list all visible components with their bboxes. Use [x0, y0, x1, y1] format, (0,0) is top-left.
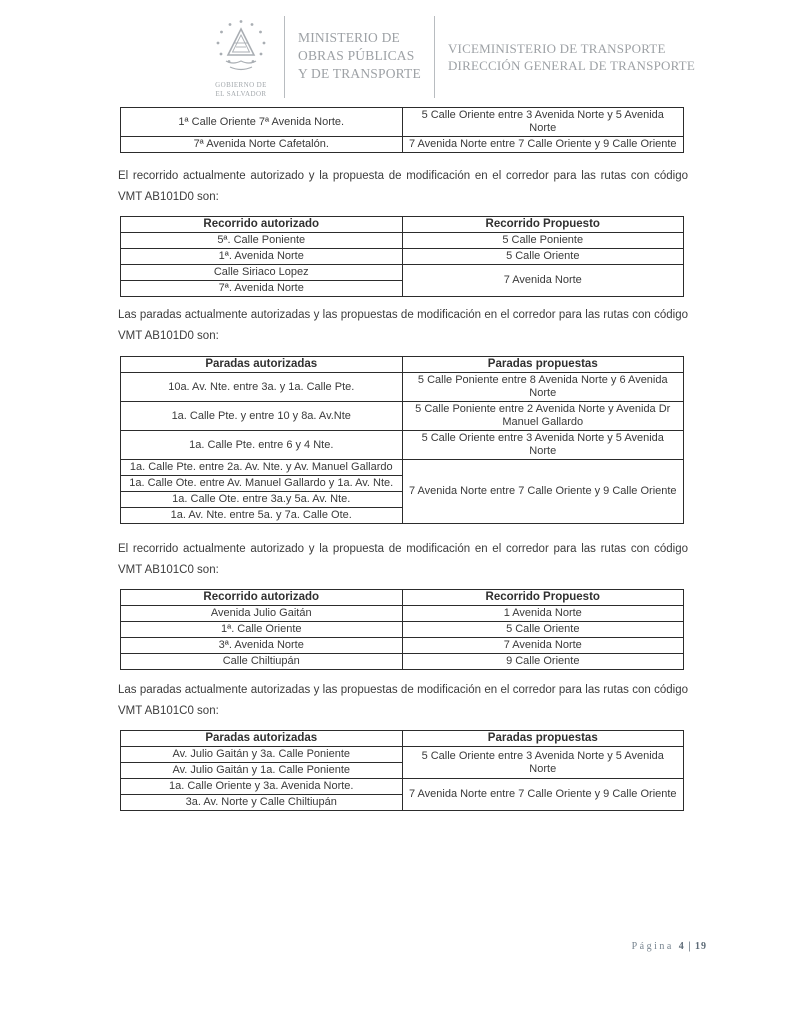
table-row — [121, 606, 684, 622]
paragraph-recorrido-c0: El recorrido actualmente autorizado y la propuesta de modificación en el corredor para las rutas con código VMT AB101C0 son: — [118, 543, 688, 576]
table-cell: 1a. Calle Oriente y 3a. Avenida Norte. — [121, 779, 403, 795]
table-cell: Av. Julio Gaitán y 3a. Calle Poniente — [121, 747, 403, 763]
table-cell: 5ª. Calle Poniente — [121, 233, 403, 249]
table-cell: 5 Calle Poniente — [402, 233, 684, 249]
table-cell: 5 Calle Poniente entre 8 Avenida Norte y 6 Avenida Norte — [402, 373, 684, 402]
table-cell: 5 Calle Oriente — [402, 249, 684, 265]
column-header: Recorrido Propuesto — [402, 217, 684, 233]
table-row — [121, 402, 684, 431]
table-cell: 7 Avenida Norte entre 7 Calle Oriente y 9 Calle Oriente — [402, 137, 684, 153]
logo-caption-line1: GOBIERNO DE — [215, 81, 267, 89]
table-cell: 1a. Calle Pte. entre 2a. Av. Nte. y Av. Manuel Gallardo — [121, 460, 403, 476]
table-cell-merged: 7 Avenida Norte entre 7 Calle Oriente y 9 Calle Oriente — [402, 460, 684, 524]
column-header: Recorrido autorizado — [121, 217, 403, 233]
table-cell: 7ª Avenida Norte Cafetalón. — [121, 137, 403, 153]
table-cell: 5 Calle Oriente — [402, 622, 684, 638]
table-row — [121, 108, 684, 137]
table-cell: 7 Avenida Norte — [402, 638, 684, 654]
table-cell: 1a. Calle Ote. entre 3a.y 5a. Av. Nte. — [121, 492, 403, 508]
document-header — [206, 16, 695, 98]
coat-of-arms-icon — [212, 62, 270, 79]
footer-label: Página — [631, 941, 674, 952]
column-header: Paradas propuestas — [402, 357, 684, 373]
paragraph-paradas-c0: Las paradas actualmente autorizadas y las propuestas de modificación en el corredor para las rutas con código VMT AB101C0 son: — [118, 684, 688, 717]
table-cell-merged: 7 Avenida Norte — [402, 265, 684, 297]
table-header-row — [121, 357, 684, 373]
table-header-row — [121, 217, 684, 233]
table-row — [121, 747, 684, 763]
table-cell: Avenida Julio Gaitán — [121, 606, 403, 622]
table-row — [121, 137, 684, 153]
column-header: Paradas propuestas — [402, 731, 684, 747]
table-cell: Av. Julio Gaitán y 1a. Calle Poniente — [121, 763, 403, 779]
table-paradas-d0 — [120, 356, 684, 524]
table-cell: 7ª. Avenida Norte — [121, 281, 403, 297]
department-line1: VICEMINISTERIO DE TRANSPORTE — [447, 41, 666, 56]
table-row — [121, 460, 684, 476]
table-cell: 1a. Calle Pte. y entre 10 y 8a. Av.Nte — [121, 402, 403, 431]
table-row — [121, 265, 684, 281]
page-footer — [632, 941, 707, 952]
table-header-row — [121, 731, 684, 747]
table-cell: 1a. Calle Ote. entre Av. Manuel Gallardo y 1a. Av. Nte. — [121, 476, 403, 492]
table-row — [121, 431, 684, 460]
table-cell: 5 Calle Oriente entre 3 Avenida Norte y 5 Avenida Norte — [402, 431, 684, 460]
table-header-row — [121, 590, 684, 606]
table-recorrido-c0 — [120, 589, 684, 670]
table-cell: 1a. Av. Nte. entre 5a. y 7a. Calle Ote. — [121, 508, 403, 524]
table-cell-merged: 5 Calle Oriente entre 3 Avenida Norte y 5 Avenida Norte — [402, 747, 684, 779]
table-cell: 5 Calle Oriente entre 3 Avenida Norte y 5 Avenida Norte — [402, 108, 684, 137]
column-header: Recorrido Propuesto — [402, 590, 684, 606]
table-cell: 1ª Calle Oriente 7ª Avenida Norte. — [121, 108, 403, 137]
page-number: 4 | 19 — [678, 941, 707, 952]
table-cell: 5 Calle Poniente entre 2 Avenida Norte y Avenida Dr Manuel Gallardo — [402, 402, 684, 431]
table-cell: Calle Chiltiupán — [121, 654, 403, 670]
table-cell: 3a. Av. Norte y Calle Chiltiupán — [121, 795, 403, 811]
table-cell: Calle Siriaco Lopez — [121, 265, 403, 281]
table-cell: 10a. Av. Nte. entre 3a. y 1a. Calle Pte. — [121, 373, 403, 402]
government-logo — [206, 16, 276, 98]
department-line2: DIRECCIÓN GENERAL DE TRANSPORTE — [447, 58, 695, 73]
table-row — [121, 249, 684, 265]
paragraph-paradas-d0: Las paradas actualmente autorizadas y las propuestas de modificación en el corredor para las rutas con código VMT AB101D0 son: — [118, 309, 688, 342]
ministry-line1: MINISTERIO DE — [298, 30, 400, 45]
ministry-line2: OBRAS PÚBLICAS — [298, 48, 415, 63]
column-header: Paradas autorizadas — [121, 731, 403, 747]
logo-caption-line2: EL SALVADOR — [215, 89, 267, 98]
ministry-line3: Y DE TRANSPORTE — [298, 66, 421, 81]
table-row — [121, 622, 684, 638]
table-row — [121, 638, 684, 654]
table-row — [121, 654, 684, 670]
table-paradas-continuation — [120, 107, 684, 153]
table-row — [121, 779, 684, 795]
table-cell: 1ª. Avenida Norte — [121, 249, 403, 265]
table-recorrido-d0 — [120, 216, 684, 297]
column-header: Recorrido autorizado — [121, 590, 403, 606]
paragraph-recorrido-d0: El recorrido actualmente autorizado y la propuesta de modificación en el corredor para las rutas con código VMT AB101D0 son: — [118, 170, 688, 203]
ministry-title — [284, 16, 434, 98]
table-row — [121, 373, 684, 402]
document-content — [118, 107, 688, 811]
table-cell: 3ª. Avenida Norte — [121, 638, 403, 654]
table-cell: 1ª. Calle Oriente — [121, 622, 403, 638]
table-paradas-c0 — [120, 730, 684, 811]
column-header: Paradas autorizadas — [121, 357, 403, 373]
department-title — [434, 16, 695, 98]
table-row — [121, 233, 684, 249]
table-cell-merged: 7 Avenida Norte entre 7 Calle Oriente y 9 Calle Oriente — [402, 779, 684, 811]
table-cell: 9 Calle Oriente — [402, 654, 684, 670]
table-cell: 1a. Calle Pte. entre 6 y 4 Nte. — [121, 431, 403, 460]
table-cell: 1 Avenida Norte — [402, 606, 684, 622]
